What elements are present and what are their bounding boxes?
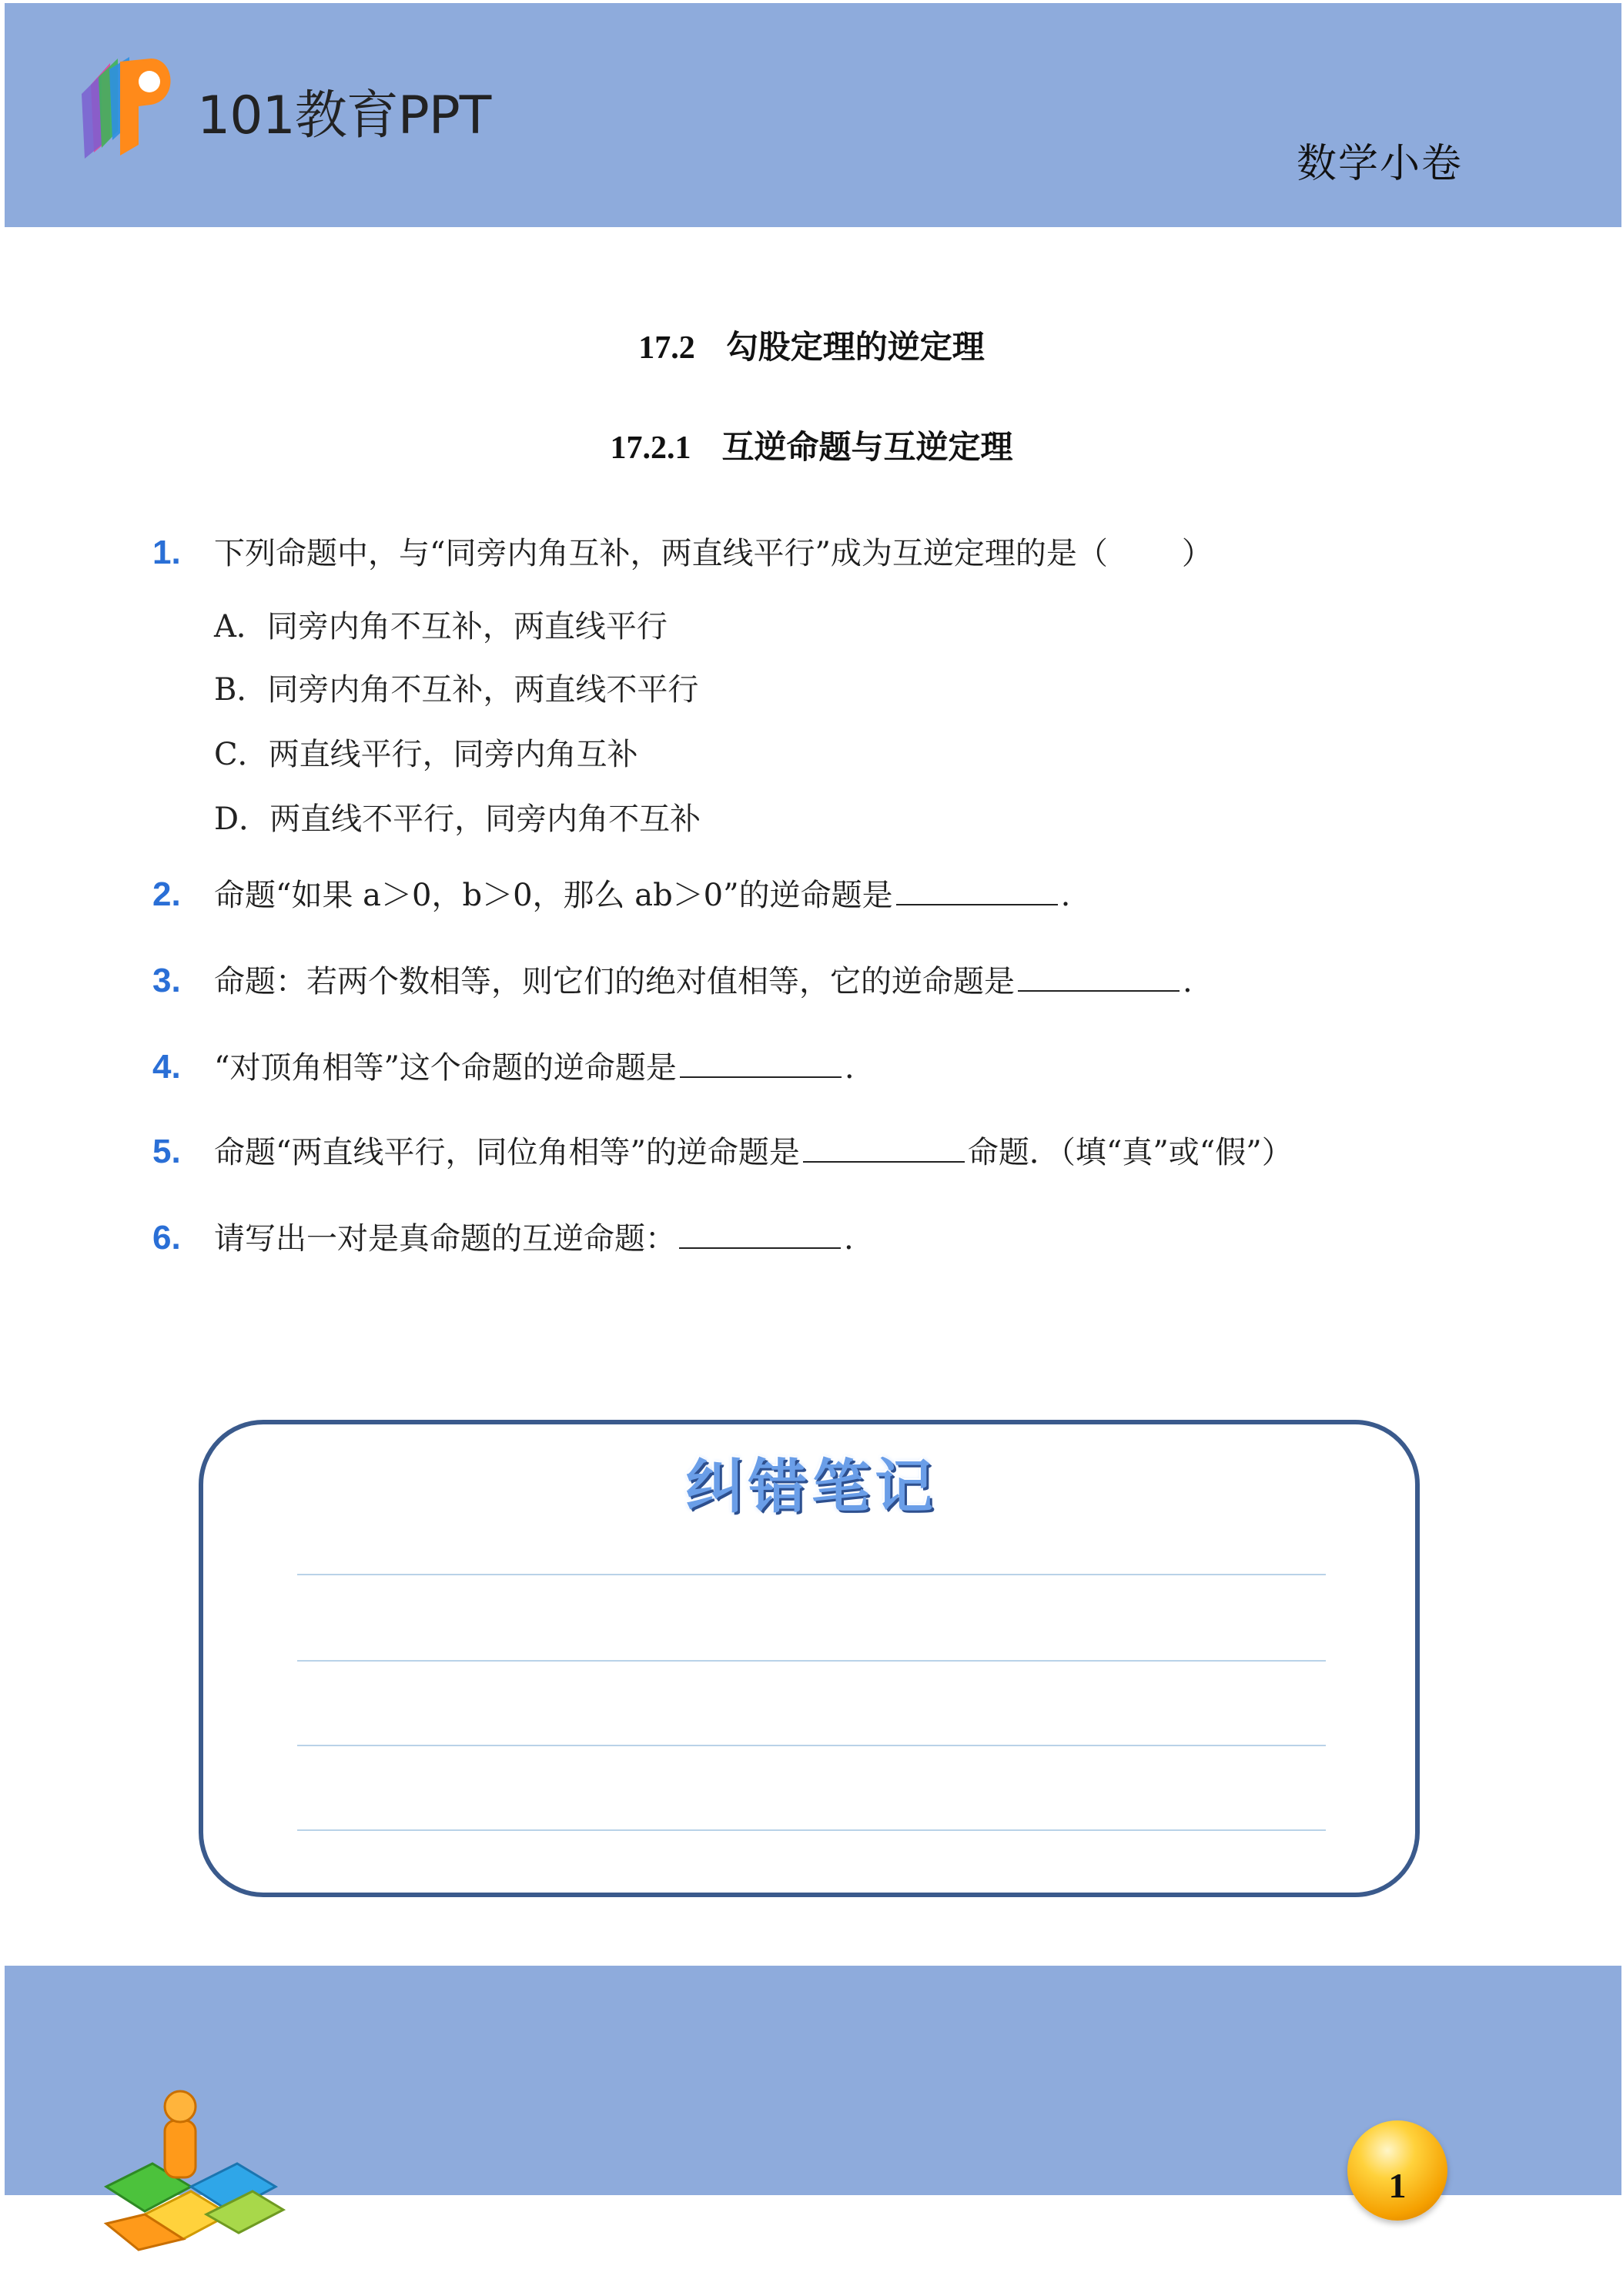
question-4: 4. “对顶角相等”这个命题的逆命题是 .	[152, 1046, 855, 1089]
document-label: 数学小卷	[1297, 141, 1464, 187]
question-number: 5.	[152, 1133, 181, 1170]
answer-blank[interactable]	[679, 1217, 841, 1249]
note-line[interactable]	[297, 1660, 1326, 1662]
question-text: 请写出一对是真命题的互逆命题：	[214, 1221, 676, 1257]
brand-logo-icon	[75, 54, 180, 162]
question-6: 6. 请写出一对是真命题的互逆命题： .	[152, 1217, 854, 1260]
question-text: 下列命题中，与“同旁内角互补，两直线平行”成为互逆定理的是（	[214, 536, 1108, 571]
answer-blank[interactable]	[896, 873, 1058, 905]
note-line[interactable]	[297, 1574, 1326, 1575]
answer-blank[interactable]	[680, 1046, 842, 1078]
answer-blank[interactable]	[1018, 959, 1180, 992]
error-notes-title: 纠错笔记	[685, 1452, 938, 1521]
subsection-number: 17.2.1	[610, 430, 691, 466]
section-title	[0, 322, 1623, 368]
page-number: 1	[1388, 2166, 1407, 2205]
question-1: 1. 下列命题中，与“同旁内角互补，两直线平行”成为互逆定理的是（ ）	[152, 531, 1213, 575]
subsection-name: 互逆命题与互逆定理	[721, 428, 1013, 466]
question-number: 3.	[152, 962, 181, 999]
subsection-title	[0, 422, 1623, 468]
option-a: A．同旁内角不互补，两直线平行	[214, 609, 668, 644]
question-text: “对顶角相等”这个命题的逆命题是	[214, 1050, 677, 1086]
question-text: 命题“两直线平行，同位角相等”的逆命题是	[214, 1135, 800, 1170]
question-3: 3. 命题：若两个数相等，则它们的绝对值相等，它的逆命题是 .	[152, 959, 1193, 1003]
question-2: 2. 命题“如果 a＞0，b＞0，那么 ab＞0”的逆命题是 .	[152, 873, 1070, 917]
note-line[interactable]	[297, 1829, 1326, 1831]
stairs-figure-icon	[91, 2079, 291, 2256]
question-number: 6.	[152, 1219, 181, 1257]
question-number: 4.	[152, 1048, 181, 1086]
question-number: 1.	[152, 534, 181, 571]
section-number: 17.2	[638, 330, 695, 366]
question-text: 命题“如果 a＞0，b＞0，那么 ab＞0”的逆命题是	[214, 878, 893, 913]
option-b: B．同旁内角不互补，两直线不平行	[214, 672, 699, 708]
note-line[interactable]	[297, 1745, 1326, 1746]
answer-blank[interactable]	[803, 1130, 965, 1163]
option-d: D．两直线不平行，同旁内角不互补	[214, 802, 701, 837]
question-5: 5. 命题“两直线平行，同位角相等”的逆命题是 命题．（填“真”或“假”）	[152, 1130, 1293, 1174]
question-text: 命题：若两个数相等，则它们的绝对值相等，它的逆命题是	[214, 964, 1015, 999]
question-number: 2.	[152, 875, 181, 913]
option-c: C．两直线平行，同旁内角互补	[214, 737, 638, 772]
section-name: 勾股定理的逆定理	[725, 328, 985, 366]
brand-name: 101教育PPT	[197, 85, 491, 146]
